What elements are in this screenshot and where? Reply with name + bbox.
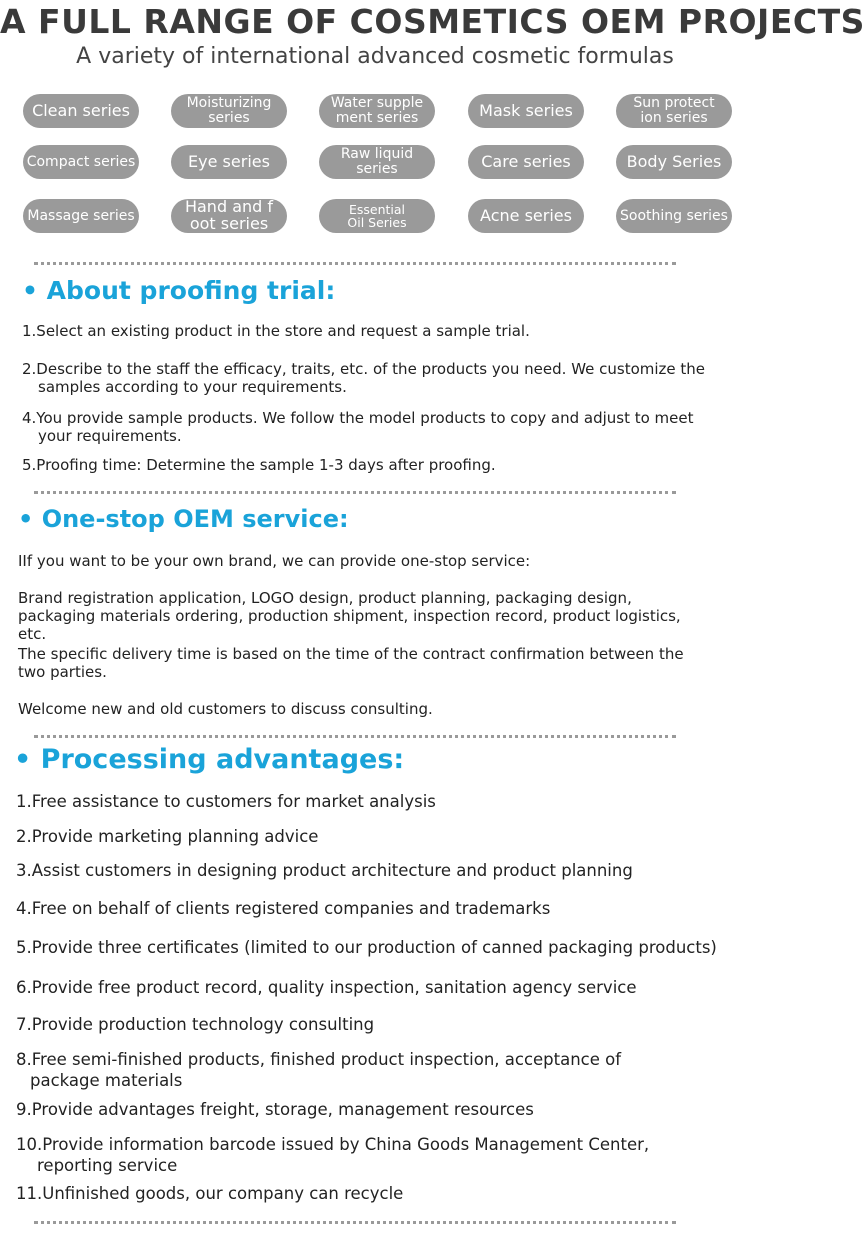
series-pill-raw-liquid[interactable]: Raw liquid series [319,145,435,179]
series-pill-clean[interactable]: Clean series [23,94,139,128]
advantage-item: 11.Unfinished goods, our company can recycle [16,1184,404,1203]
oem-paragraph: The specific delivery time is based on the time of the contract confirmation between the two parties. [18,645,684,681]
page-title: A FULL RANGE OF COSMETICS OEM PROJECTS [0,2,865,41]
series-pill-body[interactable]: Body Series [616,145,732,179]
advantage-item: 10.Provide information barcode issued by China Goods Management Center, reporting service [16,1135,650,1175]
proofing-item: 5.Proofing time: Determine the sample 1-3 days after proofing. [22,456,496,474]
proofing-heading: • About proofing trial: [22,276,336,305]
divider [34,1221,676,1224]
series-pill-moisturizing[interactable]: Moisturizing series [171,94,287,128]
page-subtitle: A variety of international advanced cosmetic formulas [76,44,674,69]
series-pill-essential-oil[interactable]: Essential Oil Series [319,199,435,233]
series-pill-mask[interactable]: Mask series [468,94,584,128]
oem-heading: • One-stop OEM service: [18,505,349,533]
series-pill-compact[interactable]: Compact series [23,145,139,179]
advantage-item: 4.Free on behalf of clients registered companies and trademarks [16,899,551,918]
series-pill-sun-protection[interactable]: Sun protect ion series [616,94,732,128]
oem-paragraph: IIf you want to be your own brand, we can provide one-stop service: [18,552,531,570]
divider [34,735,676,738]
series-pill-soothing[interactable]: Soothing series [616,199,732,233]
advantages-heading: • Processing advantages: [14,744,405,775]
proofing-item: 1.Select an existing product in the store and request a sample trial. [22,322,530,340]
series-pill-water-supplement[interactable]: Water supple ment series [319,94,435,128]
proofing-item: 2.Describe to the staff the efficacy, traits, etc. of the products you need. We customize the samples according to your requirements. [22,360,706,396]
series-pill-acne[interactable]: Acne series [468,199,584,233]
series-pill-massage[interactable]: Massage series [23,199,139,233]
advantage-item: 8.Free semi-finished products, finished product inspection, acceptance of package materials [16,1050,622,1090]
advantage-item: 2.Provide marketing planning advice [16,827,319,846]
proofing-item: 4.You provide sample products. We follow the model products to copy and adjust to meet your requirements. [22,409,694,445]
advantage-item: 5.Provide three certificates (limited to our production of canned packaging products) [16,938,717,957]
advantage-item: 1.Free assistance to customers for market analysis [16,792,436,811]
oem-paragraph: Brand registration application, LOGO design, product planning, packaging design, packaging materials ordering, production shipment, inspection record, product logistics, etc. [18,589,681,643]
advantage-item: 9.Provide advantages freight, storage, management resources [16,1100,534,1119]
series-pill-hand-foot[interactable]: Hand and f oot series [171,199,287,233]
divider [34,491,676,494]
advantage-item: 7.Provide production technology consulting [16,1015,375,1034]
oem-paragraph: Welcome new and old customers to discuss consulting. [18,700,433,718]
advantage-item: 3.Assist customers in designing product architecture and product planning [16,861,633,880]
series-pill-care[interactable]: Care series [468,145,584,179]
advantage-item: 6.Provide free product record, quality inspection, sanitation agency service [16,978,637,997]
divider [34,262,676,265]
series-pill-eye[interactable]: Eye series [171,145,287,179]
